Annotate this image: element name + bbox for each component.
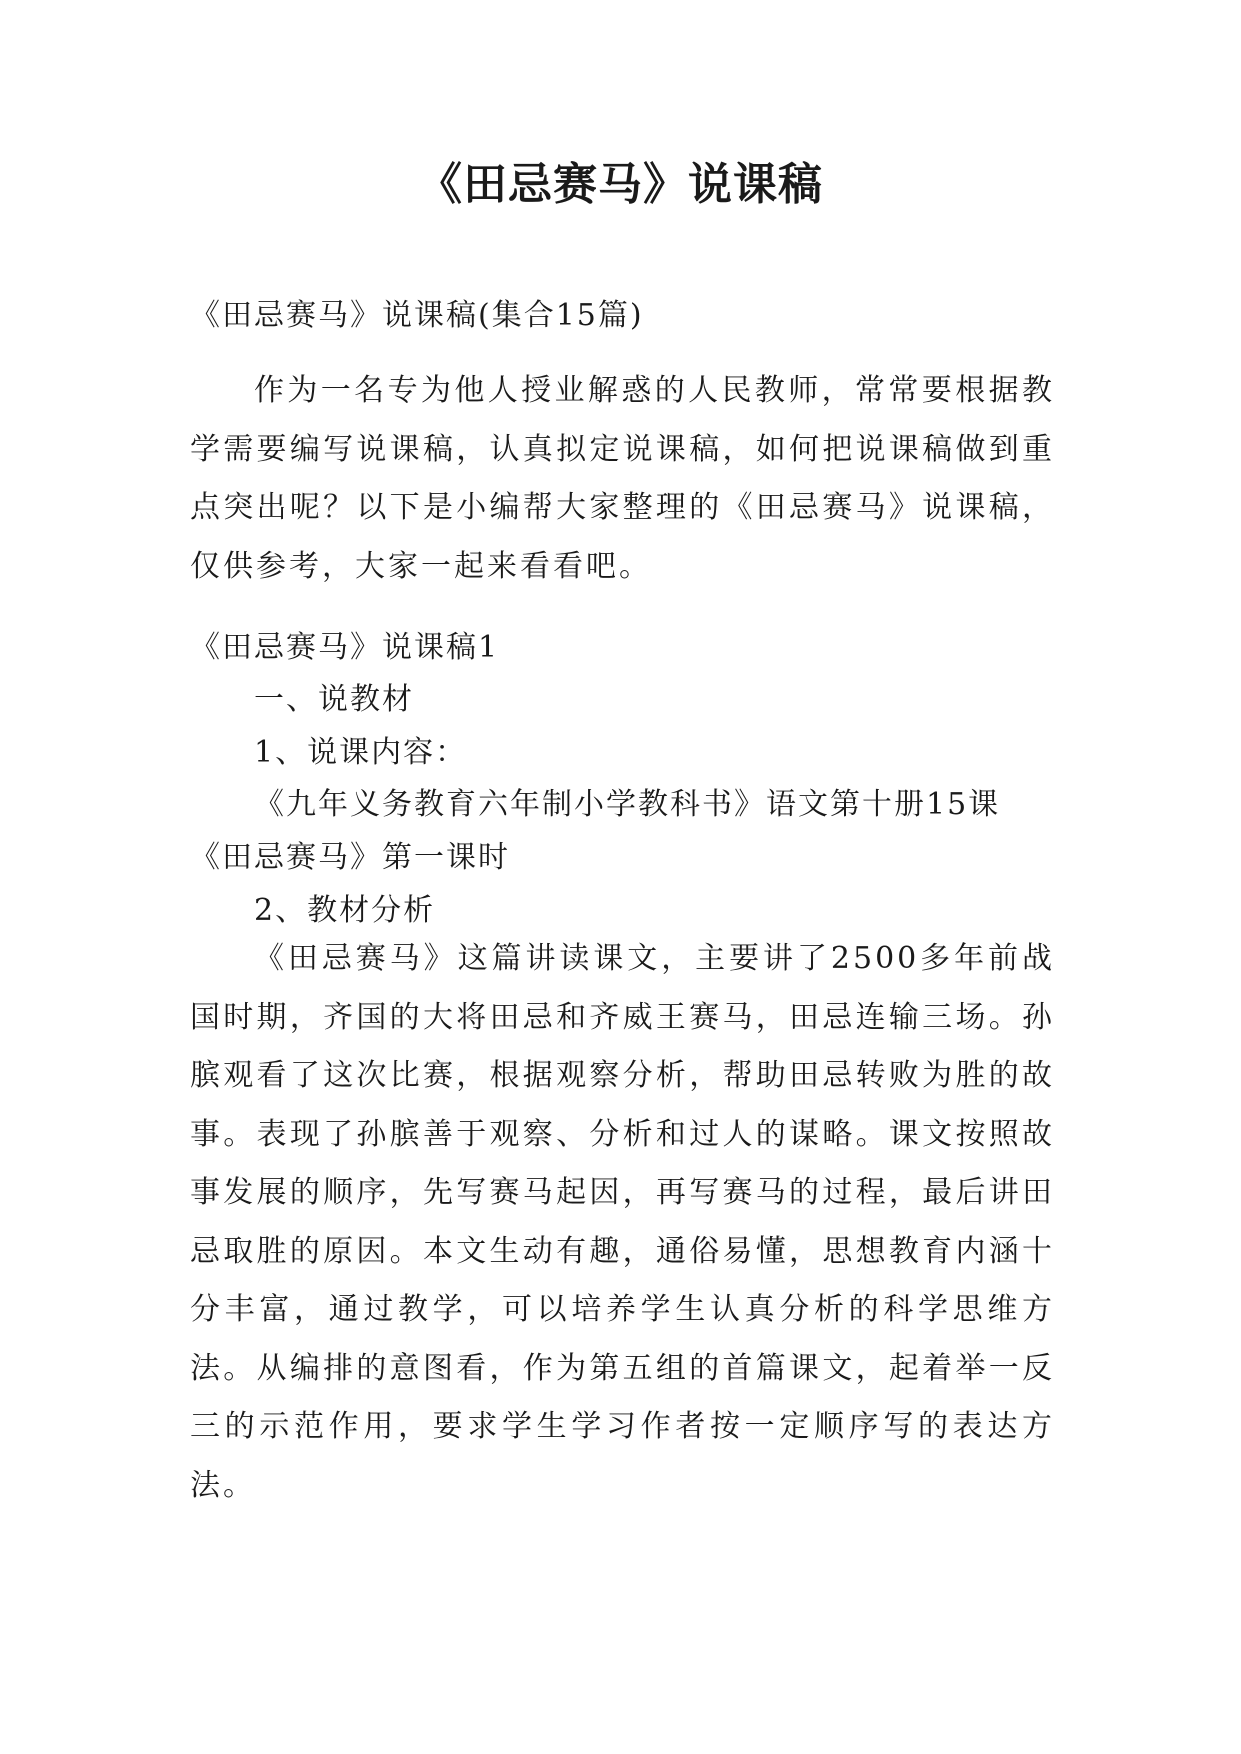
item2-heading: 2、教材分析 [254, 893, 436, 928]
item1-line2: 《田忌赛马》第一课时 [190, 840, 510, 875]
item1-line1: 《九年义务教育六年制小学教科书》语文第十册15课 [254, 787, 1001, 822]
item1-heading: 1、说课内容： [254, 735, 468, 770]
part1-heading: 一、说教材 [254, 682, 414, 717]
document-subtitle: 《田忌赛马》说课稿(集合15篇) [190, 298, 644, 333]
intro-paragraph: 作为一名专为他人授业解惑的人民教师，常常要根据教学需要编写说课稿，认真拟定说课稿，如何把说课稿做到重点突出呢？以下是小编帮大家整理的《田忌赛马》说课稿，仅供参考，大家一起来看看吧。 [190, 373, 1055, 584]
document-title: 《田忌赛马》说课稿 [418, 159, 823, 210]
section-heading: 《田忌赛马》说课稿1 [190, 630, 500, 665]
analysis-paragraph: 《田忌赛马》这篇讲读课文，主要讲了2500多年前战国时期，齐国的大将田忌和齐威王赛马，田忌连输三场。孙膑观看了这次比赛，根据观察分析，帮助田忌转败为胜的故事。表现了孙膑善于观察、分析和过人的谋略。课文按照故事发展的顺序，先写赛马起因，再写赛马的过程，最后讲田忌取胜的原因。本文生动有趣，通俗易懂，思想教育内涵十分丰富，通过教学，可以培养学生认真分析的科学思维方法。从编排的意图看，作为第五组的首篇课文，起着举一反三的示范作用，要求学生学习作者按一定顺序写的表达方法。 [190, 941, 1055, 1503]
